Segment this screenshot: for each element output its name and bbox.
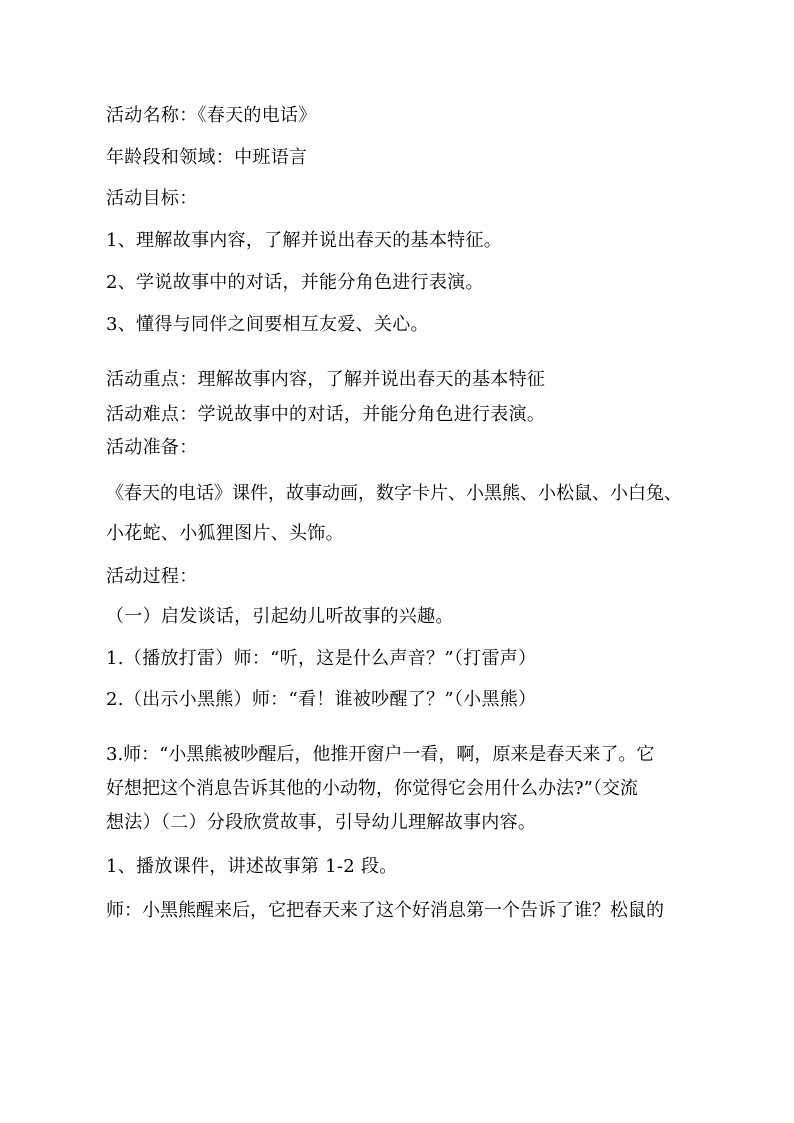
process-step-2: 2.（出示小黑熊）师：“看！谁被吵醒了？”（小黑熊） <box>106 689 537 710</box>
objective-3: 3、懂得与同伴之间要相互友爱、关心。 <box>106 314 429 335</box>
process-step-3-line-1: 3.师：“小黑熊被吵醒后，他推开窗户一看，啊，原来是春天来了。它 <box>106 744 655 765</box>
difficult-point: 活动难点：学说故事中的对话，并能分角色进行表演。 <box>106 404 546 425</box>
process-step-1: 1.（播放打雷）师：“听，这是什么声音？”（打雷声） <box>106 648 537 669</box>
age-and-domain: 年龄段和领域：中班语言 <box>106 147 308 168</box>
objectives-heading: 活动目标： <box>106 188 198 209</box>
process-step-3-line-2: 好想把这个消息告诉其他的小动物，你觉得它会用什么办法?”（交流 <box>106 778 638 799</box>
section-2-step-1: 1、播放课件，讲述故事第 1-2 段。 <box>106 856 398 877</box>
objective-2: 2、学说故事中的对话，并能分角色进行表演。 <box>106 272 484 293</box>
preparation-line-2: 小花蛇、小狐狸图片、头饰。 <box>106 523 344 544</box>
preparation-line-1: 《春天的电话》课件，故事动画，数字卡片、小黑熊、小松鼠、小白兔、 <box>106 483 682 504</box>
objective-1: 1、理解故事内容，了解并说出春天的基本特征。 <box>106 230 503 251</box>
activity-name: 活动名称：《春天的电话》 <box>106 105 317 126</box>
preparation-heading: 活动准备： <box>106 437 198 458</box>
teacher-question: 师：小黑熊醒来后，它把春天来了这个好消息第一个告诉了谁？松鼠的 <box>106 900 664 921</box>
process-step-3-line-3: 想法）（二）分段欣赏故事，引导幼儿理解故事内容。 <box>106 812 537 833</box>
process-heading: 活动过程： <box>106 566 198 587</box>
key-point: 活动重点：理解故事内容，了解并说出春天的基本特征 <box>106 369 546 390</box>
section-1-heading: （一）启发谈话，引起幼儿听故事的兴趣。 <box>106 606 454 627</box>
